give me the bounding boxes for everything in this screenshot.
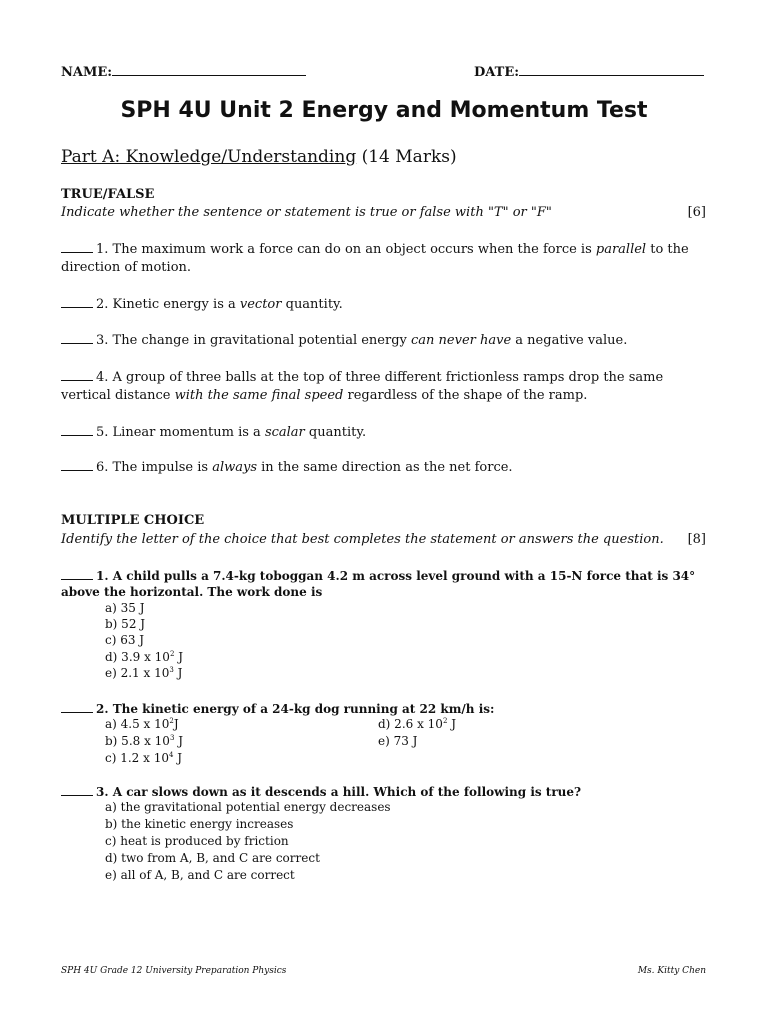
option-unit: J <box>174 734 184 748</box>
mc-question-3 <box>61 783 709 800</box>
question-emphasis: can never have <box>411 333 512 348</box>
mc3-option-a: a) the gravitational potential energy decreases <box>105 800 391 814</box>
option-base: a) 4.5 x 10 <box>105 717 170 731</box>
date-blank[interactable] <box>519 64 704 76</box>
option-exponent: 2 <box>442 717 448 725</box>
mc-question-1 <box>61 567 709 600</box>
name-field <box>61 64 306 80</box>
tf-question-6 <box>61 458 709 477</box>
question-text: 1. The maximum work a force can do on an object occurs when the force is <box>96 242 596 257</box>
option-unit: J <box>447 717 457 731</box>
tf-question-3 <box>61 331 709 350</box>
question-text: 4. A group of three balls at the top of three different frictionless ramps drop the same vertical distance <box>61 370 664 403</box>
question-emphasis: parallel <box>595 242 647 257</box>
date-label: DATE: <box>474 65 520 80</box>
option-unit: J <box>173 666 183 680</box>
mc3-option-e: e) all of A, B, and C are correct <box>105 868 295 882</box>
option-unit: J <box>173 751 183 765</box>
mc2-option-e: e) 73 J <box>378 734 418 748</box>
option-base: c) 1.2 x 10 <box>105 751 169 765</box>
part-a-marks: (14 Marks) <box>361 147 457 167</box>
answer-blank[interactable] <box>61 423 93 436</box>
answer-blank[interactable] <box>61 331 93 344</box>
option-exponent: 4 <box>168 751 174 759</box>
multiple-choice-marks: [8] <box>687 532 706 547</box>
mc1-option-b: b) 52 J <box>105 617 146 631</box>
answer-blank[interactable] <box>61 783 93 796</box>
answer-blank[interactable] <box>61 567 93 580</box>
question-text: quantity. <box>281 297 343 312</box>
question-stem: 1. A child pulls a 7.4-kg toboggan 4.2 m across level ground with a 15-N force that is 34° above the horizontal. The work done is <box>61 569 696 599</box>
footer-teacher: Ms. Kitty Chen <box>637 966 706 976</box>
option-base: e) 2.1 x 10 <box>105 666 170 680</box>
page-title: SPH 4U Unit 2 Energy and Momentum Test <box>120 98 648 123</box>
true-false-heading: TRUE/FALSE <box>61 187 155 202</box>
question-text: a negative value. <box>511 333 628 348</box>
mc2-option-a <box>105 716 179 733</box>
mc-question-2 <box>61 700 709 717</box>
name-label: NAME: <box>61 65 113 80</box>
question-emphasis: always <box>212 460 258 475</box>
option-base: b) 5.8 x 10 <box>105 734 170 748</box>
question-text: 2. Kinetic energy is a <box>96 297 240 312</box>
mc1-option-d <box>105 649 183 666</box>
mc2-option-d <box>378 716 456 733</box>
tf-question-5 <box>61 423 709 442</box>
question-text: regardless of the shape of the ramp. <box>343 388 588 403</box>
part-a-heading <box>61 147 457 167</box>
question-text: in the same direction as the net force. <box>257 460 513 475</box>
question-text: 5. Linear momentum is a <box>96 425 265 440</box>
mc2-option-c <box>105 750 182 767</box>
question-emphasis: scalar <box>264 425 305 440</box>
mc1-option-a: a) 35 J <box>105 601 145 615</box>
answer-blank[interactable] <box>61 700 93 713</box>
option-base: d) 3.9 x 10 <box>105 650 170 664</box>
question-stem: 2. The kinetic energy of a 24-kg dog running at 22 km/h is: <box>96 702 495 716</box>
question-text: quantity. <box>304 425 367 440</box>
question-text: 6. The impulse is <box>96 460 213 475</box>
answer-blank[interactable] <box>61 368 93 381</box>
question-emphasis: with the same final speed <box>174 388 344 403</box>
question-text: 3. The change in gravitational potential energy <box>96 333 412 348</box>
option-base: d) 2.6 x 10 <box>378 717 443 731</box>
option-unit: J <box>174 650 184 664</box>
true-false-marks: [6] <box>687 205 706 220</box>
answer-blank[interactable] <box>61 295 93 308</box>
tf-question-4 <box>61 368 709 405</box>
mc1-option-c: c) 63 J <box>105 633 145 647</box>
name-blank[interactable] <box>112 64 306 76</box>
mc1-option-e <box>105 665 182 682</box>
option-exponent: 2 <box>169 650 175 658</box>
multiple-choice-instruction: Identify the letter of the choice that best completes the statement or answers the question. <box>61 532 664 547</box>
mc3-option-b: b) the kinetic energy increases <box>105 817 294 831</box>
mc2-option-b <box>105 733 183 750</box>
question-stem: 3. A car slows down as it descends a hill. Which of the following is true? <box>96 785 582 799</box>
part-a-title: Part A: Knowledge/Understanding <box>61 147 357 167</box>
date-field <box>474 64 704 80</box>
option-unit: J <box>173 717 179 731</box>
mc3-option-d: d) two from A, B, and C are correct <box>105 851 320 865</box>
tf-question-2 <box>61 295 709 314</box>
option-exponent: 2 <box>169 717 174 725</box>
tf-question-1 <box>61 240 709 277</box>
answer-blank[interactable] <box>61 240 93 253</box>
true-false-instruction: Indicate whether the sentence or statement is true or false with "T" or "F" <box>61 205 552 220</box>
answer-blank[interactable] <box>61 458 93 471</box>
multiple-choice-heading: MULTIPLE CHOICE <box>61 513 205 528</box>
question-emphasis: vector <box>239 297 282 312</box>
question-text: to the direction of motion. <box>61 242 689 275</box>
footer-course: SPH 4U Grade 12 University Preparation Physics <box>61 966 287 976</box>
option-exponent: 3 <box>169 666 174 674</box>
mc3-option-c: c) heat is produced by friction <box>105 834 289 848</box>
option-exponent: 3 <box>169 734 175 742</box>
